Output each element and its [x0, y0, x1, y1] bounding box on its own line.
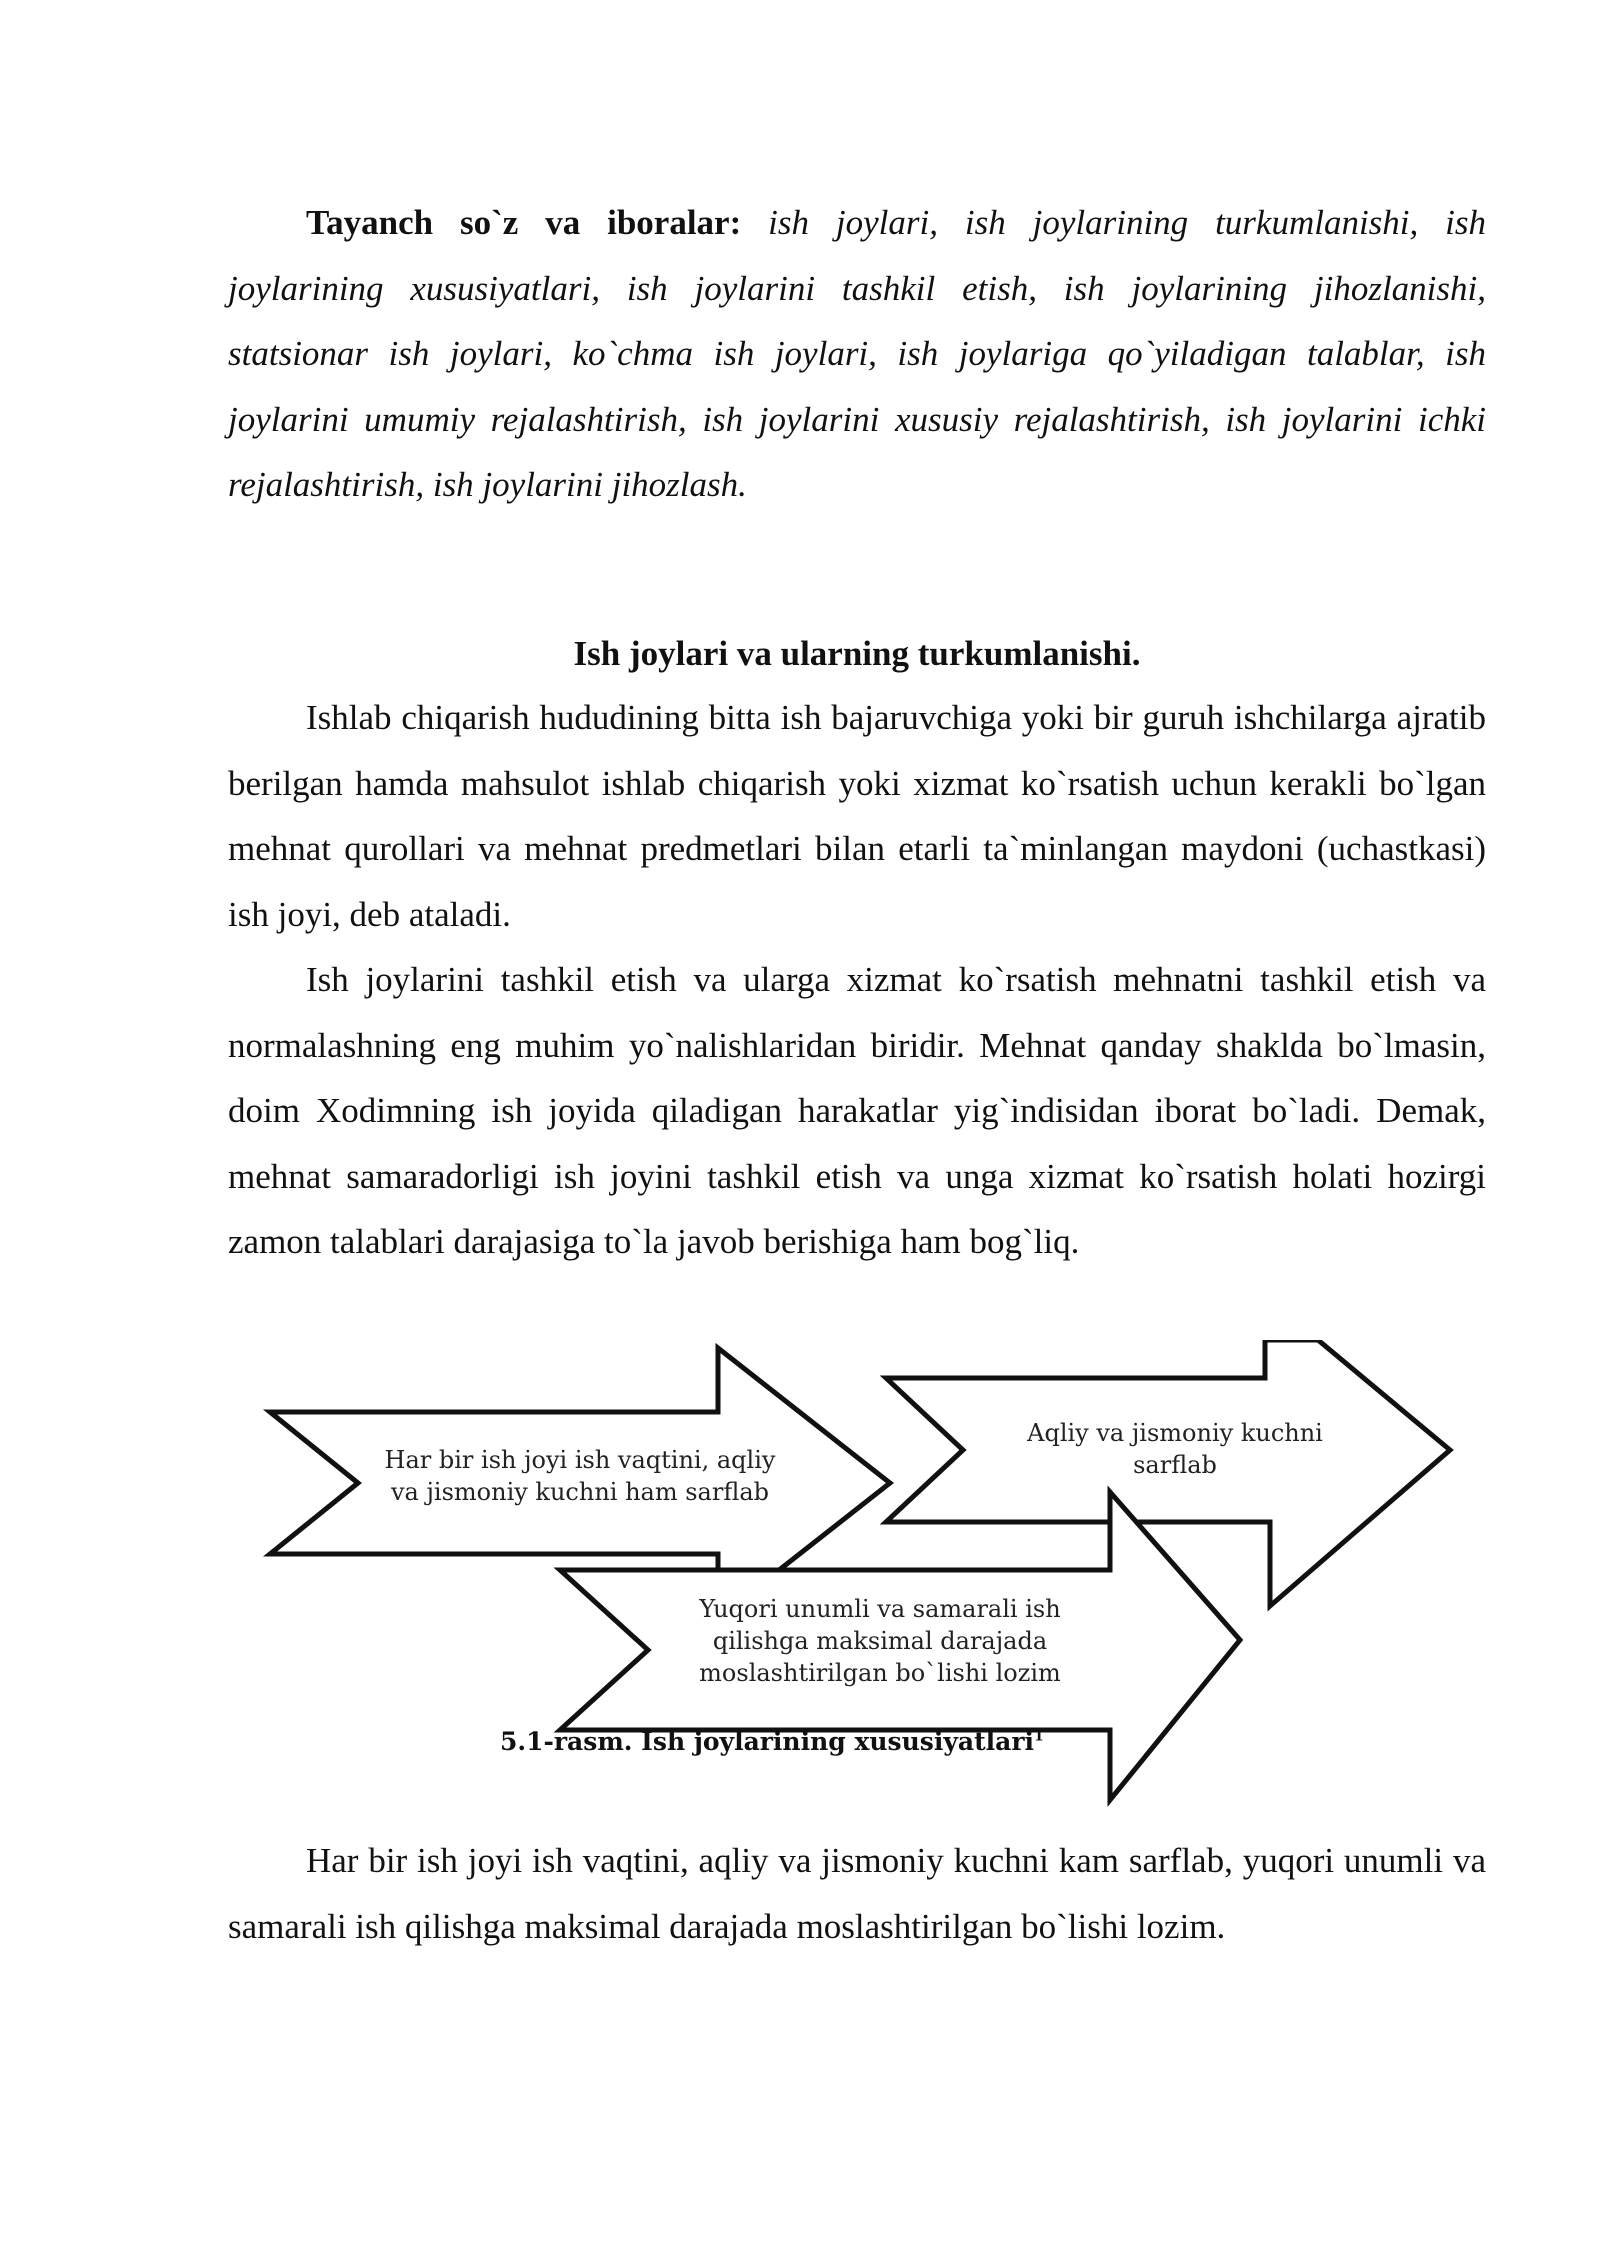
- paragraph-definition: Ishlab chiqarish hududining bitta ish bajaruvchiga yoki bir guruh ishchilarga ajratib berilgan hamda mahsulot ishlab chiqarish yoki xizmat ko`rsatish uchun kerakli bo`lgan mehnat qurollari va mehnat predmetlari bilan etarli ta`minlangan maydoni (uchastkasi) ish joyi, deb ataladi.: [228, 698, 1486, 934]
- figure-caption-text: 5.1-rasm. Ish joylarining xususiyatlari: [500, 1727, 1035, 1756]
- figure-caption: [500, 1727, 1044, 1756]
- arrow-label-3: Yuqori unumli va samarali ish qilishga maksimal darajada moslashtirilgan bo`lishi lozim: [699, 1595, 1061, 1687]
- section-heading: Ish joylari va ularning turkumlanishi.: [573, 634, 1141, 673]
- arrow-label-2: Aqliy va jismoniy kuchni sarflab: [1027, 1419, 1323, 1479]
- footnote-mark: 1: [1034, 1728, 1044, 1745]
- paragraph-organization: Ish joylarini tashkil etish va ularga xizmat ko`rsatish mehnatni tashkil etish va normalashning eng muhim yo`nalishlaridan biridir. Mehnat qanday shaklda bo`lmasin, doim Xodimning ish joyida qiladigan harakatlar yig`indisidan iborat bo`ladi. Demak, mehnat samaradorligi ish joyini tashkil etish va unga xizmat ko`rsatish holati hozirgi zamon talablari darajasiga to`la javob berishiga ham bog`liq.: [228, 960, 1486, 1261]
- keywords-text: ish joylari, ish joylarining turkumlanishi, ish joylarining xususiyatlari, ish joylarini tashkil etish, ish joylarining jihozlanishi, statsionar ish joylari, ko`chma ish joylari, ish joylariga qo`yiladigan talablar, ish joylarini umumiy rejalashtirish, ish joylarini xususiy rejalashtirish, ish joylarini ichki rejalashtirish, ish joylarini jihozlash.: [228, 203, 1487, 504]
- closing-paragraph: Har bir ish joyi ish vaqtini, aqliy va jismoniy kuchni kam sarflab, yuqori unumli va samarali ish qilishga maksimal darajada moslashtirilgan bo`lishi lozim.: [228, 1841, 1486, 1946]
- keywords-paragraph: [228, 190, 1486, 518]
- arrow-label-1: Har bir ish joyi ish vaqtini, aqliy va jismoniy kuchni ham sarflab: [384, 1446, 776, 1506]
- keywords-label: Tayanch so`z va iboralar:: [306, 203, 742, 242]
